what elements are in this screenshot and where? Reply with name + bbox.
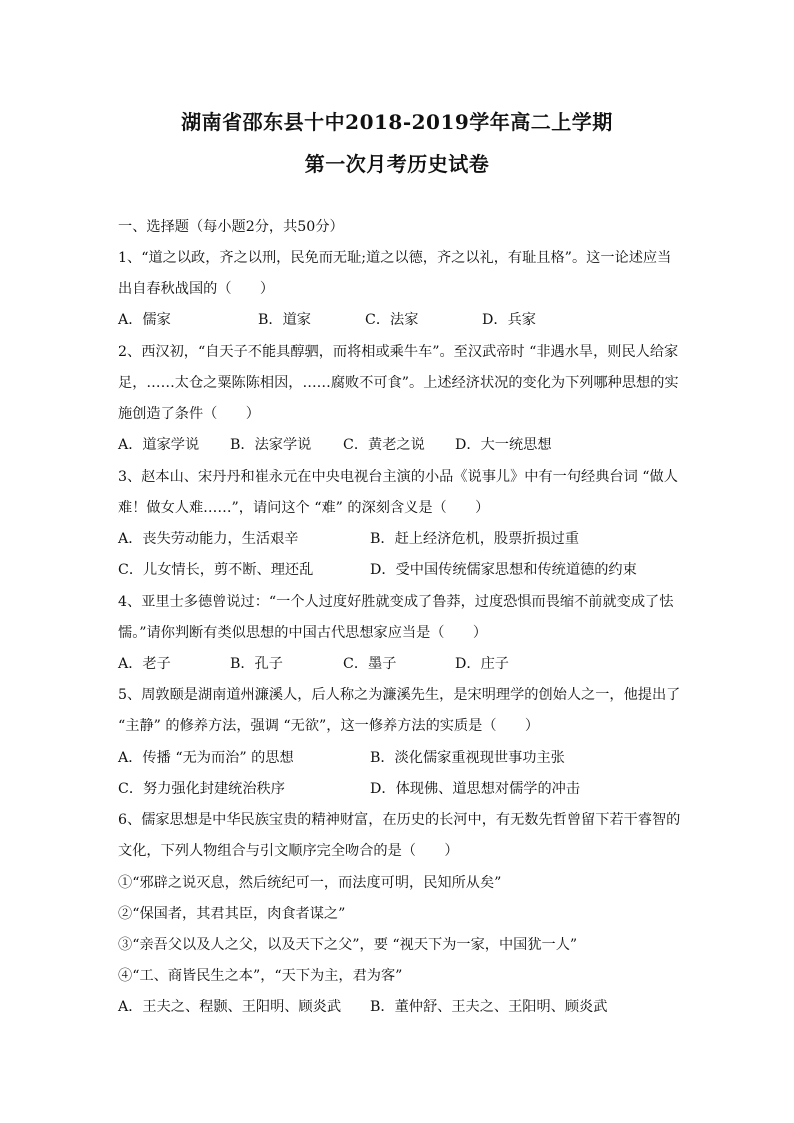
q2-stem-line3: 施创造了条件（ ） <box>118 406 260 422</box>
q6-option-a: A．王夫之、程颢、王阳明、顾炎武 <box>118 999 342 1015</box>
q2-option-a: A．道家学说 <box>118 437 200 453</box>
q5-option-b: B．淡化儒家重视现世事功主张 <box>370 750 565 766</box>
q5-option-a: A．传播 “无为而治” 的思想 <box>118 750 294 766</box>
q4-stem-line1: 4、亚里士多德曾说过：“一个人过度好胜就变成了鲁莽，过度恐惧而畏缩不前就变成了怯 <box>118 594 674 610</box>
q5-option-d: D．体现佛、道思想对儒学的冲击 <box>370 781 581 797</box>
section-heading: 一、选择题（每小题2分，共50分） <box>118 219 344 235</box>
q1-stem-line2: 出自春秋战国的（ ） <box>118 281 275 297</box>
q2-stem-line2: 足，……太仓之粟陈陈相因，……腐败不可食”。上述经济状况的变化为下列哪种思想的实 <box>118 375 679 391</box>
q3-stem-line1: 3、赵本山、宋丹丹和崔永元在中央电视台主演的小品《说事儿》中有一句经典台词 “做人 <box>118 469 678 485</box>
q2-stem-line1: 2、西汉初，“自天子不能具醇驷，而将相或乘牛车”。至汉武帝时 “非遇水旱，则民人给家 <box>118 344 679 360</box>
q3-option-c: C．儿女情长，剪不断、理还乱 <box>118 562 314 578</box>
q1-option-d: D．兵家 <box>482 312 536 328</box>
exam-title-line2: 第一次月考历史试卷 <box>304 152 490 176</box>
q3-option-b: B．赶上经济危机，股票折损过重 <box>370 531 580 547</box>
q5-stem-line1: 5、周敦颐是湖南道州濂溪人，后人称之为濂溪先生，是宋明理学的创始人之一，他提出了 <box>118 687 681 703</box>
q6-quote-2: ②“保国者，其君其臣，肉食者谋之” <box>118 906 346 922</box>
q3-option-d: D．受中国传统儒家思想和传统道德的约束 <box>370 562 637 578</box>
q4-option-a: A．老子 <box>118 656 171 672</box>
q3-option-a: A．丧失劳动能力，生活艰辛 <box>118 531 299 547</box>
q4-option-c: C．墨子 <box>343 656 397 672</box>
q3-stem-line2: 难！做女人难……”，请问这个 “难” 的深刻含义是（ ） <box>118 500 490 516</box>
q2-option-c: C．黄老之说 <box>343 437 425 453</box>
q6-stem-line1: 6、儒家思想是中华民族宝贵的精神财富，在历史的长河中，有无数先哲曾留下若干睿智的 <box>118 812 681 828</box>
q5-stem-line2: “主静” 的修养方法，强调 “无欲”，这一修养方法的实质是（ ） <box>118 718 540 734</box>
q4-stem-line2: 懦。”请你判断有类似思想的中国古代思想家应当是（ ） <box>118 625 488 641</box>
q6-option-b: B．董仲舒、王夫之、王阳明、顾炎武 <box>370 999 608 1015</box>
q2-option-b: B．法家学说 <box>230 437 312 453</box>
q1-option-a: A．儒家 <box>118 312 171 328</box>
q4-option-b: B．孔子 <box>230 656 283 672</box>
q6-stem-line2: 文化，下列人物组合与引文顺序完全吻合的是（ ） <box>118 843 459 859</box>
q1-stem-line1: 1、“道之以政，齐之以刑，民免而无耻;道之以德，齐之以礼，有耻且格”。这一论述应当 <box>118 250 672 266</box>
exam-title-line1: 湖南省邵东县十中2018-2019学年高二上学期 <box>181 110 613 134</box>
q2-option-d: D．大一统思想 <box>455 437 552 453</box>
q5-option-c: C．努力强化封建统治秩序 <box>118 781 285 797</box>
q6-quote-3: ③“亲吾父以及人之父，以及天下之父”，要 “视天下为一家，中国犹一人” <box>118 937 578 953</box>
q4-option-d: D．庄子 <box>455 656 509 672</box>
q1-option-b: B．道家 <box>258 312 311 328</box>
q1-option-c: C．法家 <box>365 312 419 328</box>
q6-quote-1: ①“邪辟之说灭息，然后统纪可一，而法度可明，民知所从矣” <box>118 875 502 891</box>
q6-quote-4: ④“工、商皆民生之本”，“天下为主，君为客” <box>118 968 403 984</box>
